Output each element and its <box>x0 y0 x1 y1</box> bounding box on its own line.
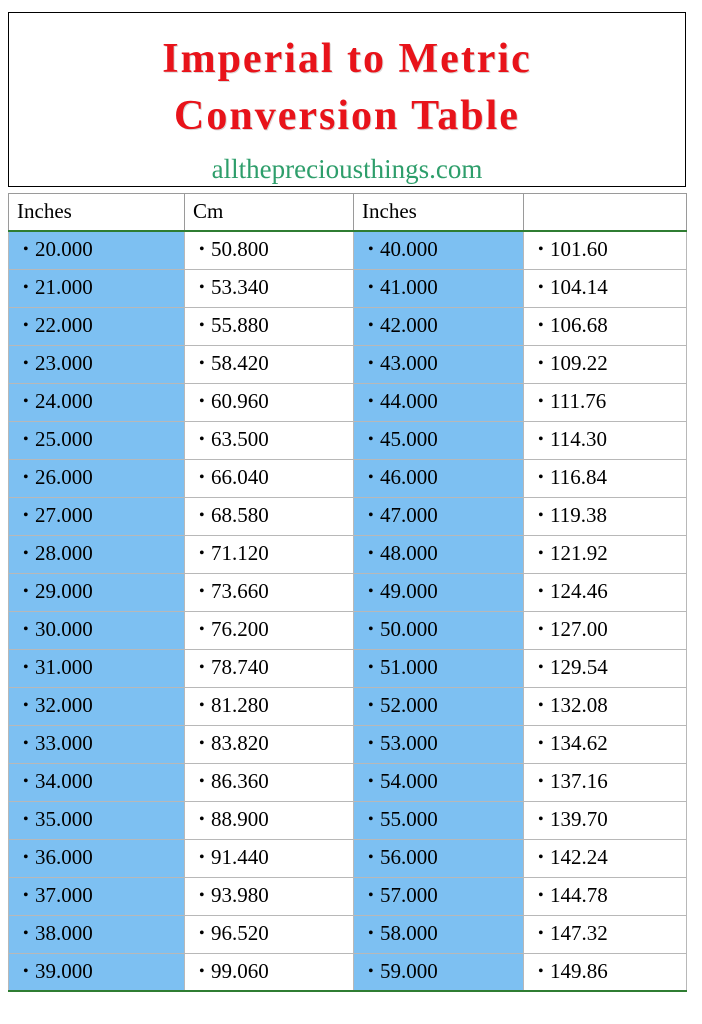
table-cell <box>524 953 687 991</box>
table-cell <box>524 611 687 649</box>
table-cell <box>9 839 185 877</box>
cell-value: 96.520 <box>211 921 269 945</box>
bullet-icon: • <box>199 925 205 942</box>
column-header-cm-2 <box>524 194 687 232</box>
cell-value: 41.000 <box>380 275 438 299</box>
table-row <box>9 687 687 725</box>
bullet-icon: • <box>368 317 374 334</box>
bullet-icon: • <box>538 393 544 410</box>
table-cell <box>354 459 524 497</box>
bullet-icon: • <box>23 317 29 334</box>
table-row <box>9 877 687 915</box>
bullet-icon: • <box>538 697 544 714</box>
bullet-icon: • <box>538 773 544 790</box>
table-row <box>9 763 687 801</box>
table-cell <box>524 459 687 497</box>
table-cell <box>185 421 354 459</box>
bullet-icon: • <box>23 697 29 714</box>
bullet-icon: • <box>538 659 544 676</box>
bullet-icon: • <box>538 545 544 562</box>
bullet-icon: • <box>23 241 29 259</box>
table-cell <box>185 459 354 497</box>
bullet-icon: • <box>23 621 29 638</box>
table-row <box>9 573 687 611</box>
table-cell <box>9 611 185 649</box>
bullet-icon: • <box>538 431 544 448</box>
bullet-icon: • <box>538 583 544 600</box>
bullet-icon: • <box>23 355 29 372</box>
table-row <box>9 497 687 535</box>
table-cell <box>185 649 354 687</box>
bullet-icon: • <box>368 659 374 676</box>
bullet-icon: • <box>23 279 29 296</box>
table-row <box>9 611 687 649</box>
bullet-icon: • <box>199 621 205 638</box>
page-title-line-1: Imperial to Metric <box>162 36 532 82</box>
table-cell <box>185 687 354 725</box>
cell-value: 142.24 <box>550 845 608 869</box>
cell-value: 25.000 <box>35 427 93 451</box>
cell-value: 93.980 <box>211 883 269 907</box>
cell-value: 139.70 <box>550 807 608 831</box>
table-cell <box>354 307 524 345</box>
cell-value: 104.14 <box>550 275 608 299</box>
bullet-icon: • <box>199 811 205 828</box>
table-cell <box>524 839 687 877</box>
table-row <box>9 649 687 687</box>
bullet-icon: • <box>199 773 205 790</box>
table-cell <box>185 307 354 345</box>
bullet-icon: • <box>368 811 374 828</box>
table-cell <box>524 725 687 763</box>
table-cell <box>9 801 185 839</box>
cell-value: 101.60 <box>550 237 608 262</box>
cell-value: 44.000 <box>380 389 438 413</box>
cell-value: 43.000 <box>380 351 438 375</box>
page-title-line-2: Conversion Table <box>174 92 520 139</box>
bullet-icon: • <box>368 621 374 638</box>
bullet-icon: • <box>199 507 205 524</box>
table-cell <box>9 953 185 991</box>
table-cell <box>185 573 354 611</box>
table-cell <box>354 383 524 421</box>
bullet-icon: • <box>368 697 374 714</box>
table-cell <box>9 649 185 687</box>
cell-value: 28.000 <box>35 541 93 565</box>
bullet-icon: • <box>538 621 544 638</box>
table-body <box>9 231 687 991</box>
table-cell <box>524 307 687 345</box>
cell-value: 91.440 <box>211 845 269 869</box>
table-cell <box>9 497 185 535</box>
bullet-icon: • <box>23 469 29 486</box>
table-cell <box>9 573 185 611</box>
table-cell <box>524 915 687 953</box>
table-row <box>9 269 687 307</box>
bullet-icon: • <box>538 317 544 334</box>
table-cell <box>9 725 185 763</box>
bullet-icon: • <box>368 773 374 790</box>
cell-value: 29.000 <box>35 579 93 603</box>
cell-value: 53.340 <box>211 275 269 299</box>
table-cell <box>9 877 185 915</box>
table-row <box>9 383 687 421</box>
bullet-icon: • <box>368 469 374 486</box>
table-cell <box>524 649 687 687</box>
table-cell <box>185 383 354 421</box>
website-watermark: allthepreciousthings.com <box>211 154 483 185</box>
cell-value: 27.000 <box>35 503 93 527</box>
table-cell <box>185 345 354 383</box>
table-cell <box>185 915 354 953</box>
table-cell <box>354 611 524 649</box>
column-header-inches-2: Inches <box>354 194 524 232</box>
cell-value: 60.960 <box>211 389 269 413</box>
cell-value: 83.820 <box>211 731 269 755</box>
cell-value: 45.000 <box>380 427 438 451</box>
bullet-icon: • <box>368 355 374 372</box>
table-cell <box>524 801 687 839</box>
cell-value: 20.000 <box>35 237 93 262</box>
bullet-icon: • <box>368 241 374 259</box>
table-cell <box>354 953 524 991</box>
table-row <box>9 839 687 877</box>
bullet-icon: • <box>368 507 374 524</box>
table-row <box>9 725 687 763</box>
bullet-icon: • <box>23 773 29 790</box>
table-cell <box>354 497 524 535</box>
cell-value: 63.500 <box>211 427 269 451</box>
bullet-icon: • <box>199 962 205 980</box>
table-cell <box>354 725 524 763</box>
bullet-icon: • <box>538 279 544 296</box>
table-cell <box>354 231 524 269</box>
bullet-icon: • <box>368 431 374 448</box>
bullet-icon: • <box>368 849 374 866</box>
bullet-icon: • <box>199 279 205 296</box>
bullet-icon: • <box>368 735 374 752</box>
cell-value: 71.120 <box>211 541 269 565</box>
bullet-icon: • <box>23 545 29 562</box>
bullet-icon: • <box>368 925 374 942</box>
table-cell <box>185 611 354 649</box>
conversion-table <box>8 193 687 992</box>
bullet-icon: • <box>199 355 205 372</box>
cell-value: 147.32 <box>550 921 608 945</box>
table-row <box>9 421 687 459</box>
cell-value: 30.000 <box>35 617 93 641</box>
table-header-row <box>9 194 687 232</box>
title-block <box>8 12 686 187</box>
table-cell <box>524 345 687 383</box>
bullet-icon: • <box>23 811 29 828</box>
bullet-icon: • <box>368 583 374 600</box>
table-cell <box>185 763 354 801</box>
column-header-inches-1: Inches <box>9 194 185 232</box>
bullet-icon: • <box>538 241 544 259</box>
cell-value: 99.060 <box>211 958 269 983</box>
cell-value: 55.000 <box>380 807 438 831</box>
bullet-icon: • <box>199 887 205 904</box>
bullet-icon: • <box>23 507 29 524</box>
cell-value: 111.76 <box>550 389 607 413</box>
cell-value: 78.740 <box>211 655 269 679</box>
table-cell <box>354 839 524 877</box>
cell-value: 58.000 <box>380 921 438 945</box>
cell-value: 51.000 <box>380 655 438 679</box>
cell-value: 116.84 <box>550 465 607 489</box>
cell-value: 55.880 <box>211 313 269 337</box>
bullet-icon: • <box>23 849 29 866</box>
bullet-icon: • <box>23 659 29 676</box>
bullet-icon: • <box>23 887 29 904</box>
table-cell <box>9 383 185 421</box>
table-row <box>9 915 687 953</box>
bullet-icon: • <box>538 811 544 828</box>
cell-value: 48.000 <box>380 541 438 565</box>
table-cell <box>9 687 185 725</box>
bullet-icon: • <box>23 431 29 448</box>
cell-value: 137.16 <box>550 769 608 793</box>
table-row <box>9 535 687 573</box>
bullet-icon: • <box>23 962 29 980</box>
table-row <box>9 345 687 383</box>
cell-value: 38.000 <box>35 921 93 945</box>
bullet-icon: • <box>199 469 205 486</box>
cell-value: 121.92 <box>550 541 608 565</box>
table-cell <box>524 231 687 269</box>
table-cell <box>354 687 524 725</box>
bullet-icon: • <box>23 925 29 942</box>
table-cell <box>9 345 185 383</box>
table-cell <box>354 345 524 383</box>
cell-value: 52.000 <box>380 693 438 717</box>
table-cell <box>524 497 687 535</box>
bullet-icon: • <box>199 431 205 448</box>
table-cell <box>9 763 185 801</box>
cell-value: 119.38 <box>550 503 607 527</box>
cell-value: 40.000 <box>380 237 438 262</box>
bullet-icon: • <box>199 241 205 259</box>
bullet-icon: • <box>199 545 205 562</box>
table-cell <box>185 953 354 991</box>
cell-value: 50.000 <box>380 617 438 641</box>
cell-value: 68.580 <box>211 503 269 527</box>
bullet-icon: • <box>199 659 205 676</box>
table-cell <box>185 801 354 839</box>
cell-value: 50.800 <box>211 237 269 262</box>
table-cell <box>354 763 524 801</box>
cell-value: 109.22 <box>550 351 608 375</box>
cell-value: 57.000 <box>380 883 438 907</box>
table-cell <box>9 459 185 497</box>
cell-value: 34.000 <box>35 769 93 793</box>
table-row <box>9 953 687 991</box>
table-cell <box>524 383 687 421</box>
cell-value: 81.280 <box>211 693 269 717</box>
table-cell <box>9 231 185 269</box>
cell-value: 26.000 <box>35 465 93 489</box>
table-row <box>9 307 687 345</box>
bullet-icon: • <box>199 697 205 714</box>
table-cell <box>9 421 185 459</box>
bullet-icon: • <box>199 317 205 334</box>
conversion-table-container <box>8 193 686 992</box>
bullet-icon: • <box>538 887 544 904</box>
bullet-icon: • <box>538 962 544 980</box>
table-cell <box>524 763 687 801</box>
bullet-icon: • <box>23 393 29 410</box>
cell-value: 66.040 <box>211 465 269 489</box>
table-cell <box>185 269 354 307</box>
cell-value: 134.62 <box>550 731 608 755</box>
cell-value: 124.46 <box>550 579 608 603</box>
cell-value: 59.000 <box>380 958 438 983</box>
table-cell <box>354 421 524 459</box>
cell-value: 127.00 <box>550 617 608 641</box>
table-cell <box>524 573 687 611</box>
cell-value: 114.30 <box>550 427 607 451</box>
table-cell <box>354 269 524 307</box>
bullet-icon: • <box>368 887 374 904</box>
bullet-icon: • <box>368 393 374 410</box>
bullet-icon: • <box>538 469 544 486</box>
table-cell <box>185 535 354 573</box>
table-cell <box>9 915 185 953</box>
table-cell <box>354 877 524 915</box>
bullet-icon: • <box>368 545 374 562</box>
table-cell <box>354 535 524 573</box>
bullet-icon: • <box>199 849 205 866</box>
table-cell <box>524 421 687 459</box>
table-cell <box>354 649 524 687</box>
bullet-icon: • <box>538 507 544 524</box>
table-row <box>9 801 687 839</box>
cell-value: 21.000 <box>35 275 93 299</box>
cell-value: 35.000 <box>35 807 93 831</box>
cell-value: 106.68 <box>550 313 608 337</box>
bullet-icon: • <box>538 735 544 752</box>
cell-value: 58.420 <box>211 351 269 375</box>
cell-value: 39.000 <box>35 958 93 983</box>
table-cell <box>185 839 354 877</box>
bullet-icon: • <box>368 279 374 296</box>
bullet-icon: • <box>538 925 544 942</box>
table-cell <box>9 535 185 573</box>
cell-value: 33.000 <box>35 731 93 755</box>
table-cell <box>185 877 354 915</box>
table-cell <box>185 497 354 535</box>
table-row <box>9 231 687 269</box>
table-cell <box>185 231 354 269</box>
cell-value: 23.000 <box>35 351 93 375</box>
table-cell <box>524 535 687 573</box>
cell-value: 144.78 <box>550 883 608 907</box>
cell-value: 132.08 <box>550 693 608 717</box>
bullet-icon: • <box>368 962 374 980</box>
cell-value: 32.000 <box>35 693 93 717</box>
bullet-icon: • <box>199 583 205 600</box>
cell-value: 149.86 <box>550 958 608 983</box>
table-row <box>9 459 687 497</box>
table-cell <box>354 573 524 611</box>
bullet-icon: • <box>199 393 205 410</box>
cell-value: 42.000 <box>380 313 438 337</box>
table-cell <box>9 307 185 345</box>
cell-value: 86.360 <box>211 769 269 793</box>
cell-value: 22.000 <box>35 313 93 337</box>
cell-value: 47.000 <box>380 503 438 527</box>
bullet-icon: • <box>23 735 29 752</box>
cell-value: 46.000 <box>380 465 438 489</box>
table-cell <box>185 725 354 763</box>
bullet-icon: • <box>538 849 544 866</box>
bullet-icon: • <box>199 735 205 752</box>
bullet-icon: • <box>23 583 29 600</box>
table-cell <box>524 269 687 307</box>
table-cell <box>524 877 687 915</box>
cell-value: 37.000 <box>35 883 93 907</box>
cell-value: 129.54 <box>550 655 608 679</box>
cell-value: 56.000 <box>380 845 438 869</box>
bullet-icon: • <box>538 355 544 372</box>
cell-value: 24.000 <box>35 389 93 413</box>
cell-value: 73.660 <box>211 579 269 603</box>
cell-value: 76.200 <box>211 617 269 641</box>
cell-value: 36.000 <box>35 845 93 869</box>
column-header-cm-1: Cm <box>185 194 354 232</box>
cell-value: 54.000 <box>380 769 438 793</box>
cell-value: 88.900 <box>211 807 269 831</box>
table-cell <box>354 915 524 953</box>
cell-value: 53.000 <box>380 731 438 755</box>
table-cell <box>9 269 185 307</box>
table-cell <box>524 687 687 725</box>
table-cell <box>354 801 524 839</box>
cell-value: 31.000 <box>35 655 93 679</box>
cell-value: 49.000 <box>380 579 438 603</box>
table-header <box>9 194 687 232</box>
